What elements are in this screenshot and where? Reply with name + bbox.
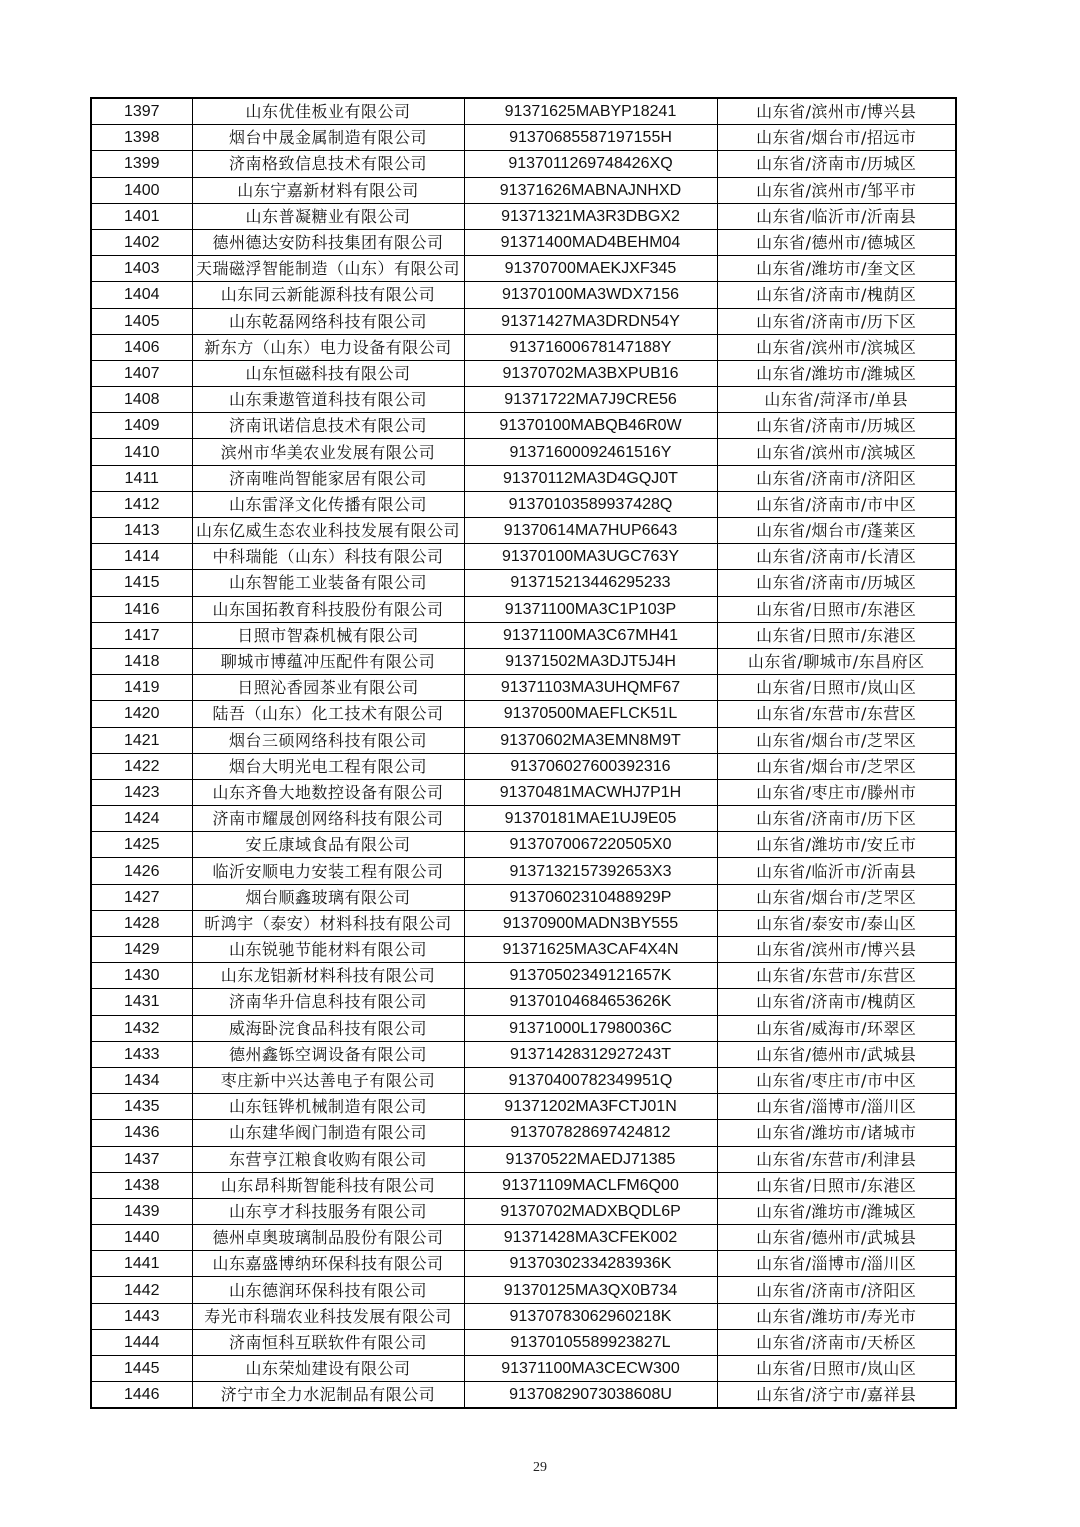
credit-code-cell: 91370103589937428Q [464,491,717,517]
row-number-cell: 1432 [91,1015,192,1041]
credit-code-cell: 91370502349121657K [464,963,717,989]
row-number-cell: 1422 [91,753,192,779]
company-name-cell: 安丘康域食品有限公司 [192,832,464,858]
table-row [91,1172,956,1198]
row-number-cell: 1439 [91,1198,192,1224]
company-name-cell: 山东昂科斯智能科技有限公司 [192,1172,464,1198]
row-number-cell: 1407 [91,360,192,386]
row-number-cell: 1436 [91,1120,192,1146]
company-name-cell: 山东国拓教育科技股份有限公司 [192,596,464,622]
company-name-cell: 山东同云新能源科技有限公司 [192,282,464,308]
region-cell: 山东省/济南市/历城区 [717,413,956,439]
credit-code-cell: 91370900MADN3BY555 [464,910,717,936]
region-cell: 山东省/聊城市/东昌府区 [717,648,956,674]
region-cell: 山东省/临沂市/沂南县 [717,203,956,229]
credit-code-cell: 91371109MACLFM6Q00 [464,1172,717,1198]
credit-code-cell: 91370302334283936K [464,1251,717,1277]
credit-code-cell: 91370400782349951Q [464,1067,717,1093]
row-number-cell: 1411 [91,465,192,491]
table-row [91,360,956,386]
row-number-cell: 1446 [91,1382,192,1409]
region-cell: 山东省/济南市/历下区 [717,806,956,832]
row-number-cell: 1400 [91,177,192,203]
company-name-cell: 山东齐鲁大地数控设备有限公司 [192,779,464,805]
credit-code-cell: 91370100MA3UGC763Y [464,544,717,570]
row-number-cell: 1435 [91,1094,192,1120]
company-name-cell: 昕鸿宇（泰安）材料科技有限公司 [192,910,464,936]
row-number-cell: 1408 [91,387,192,413]
table-row [91,98,956,125]
company-name-cell: 山东嘉盛博纳环保科技有限公司 [192,1251,464,1277]
table-row [91,387,956,413]
table-row [91,779,956,805]
table-row [91,256,956,282]
table-row [91,963,956,989]
table-row [91,648,956,674]
region-cell: 山东省/济南市/市中区 [717,491,956,517]
region-cell: 山东省/德州市/武城县 [717,1225,956,1251]
row-number-cell: 1410 [91,439,192,465]
row-number-cell: 1414 [91,544,192,570]
region-cell: 山东省/菏泽市/单县 [717,387,956,413]
credit-code-cell: 91371100MA3C67MH41 [464,622,717,648]
company-name-cell: 威海卧浣食品科技有限公司 [192,1015,464,1041]
credit-code-cell: 91370104684653626K [464,989,717,1015]
row-number-cell: 1399 [91,151,192,177]
credit-code-cell: 91371427MA3DRDN54Y [464,308,717,334]
company-name-cell: 济南华升信息科技有限公司 [192,989,464,1015]
row-number-cell: 1424 [91,806,192,832]
company-name-cell: 济南格致信息技术有限公司 [192,151,464,177]
credit-code-cell: 91371428312927243T [464,1041,717,1067]
region-cell: 山东省/滨州市/博兴县 [717,98,956,125]
region-cell: 山东省/烟台市/蓬莱区 [717,518,956,544]
company-name-cell: 山东荣灿建设有限公司 [192,1356,464,1382]
region-cell: 山东省/滨州市/博兴县 [717,937,956,963]
table-row [91,1303,956,1329]
company-name-cell: 山东宁嘉新材料有限公司 [192,177,464,203]
region-cell: 山东省/济南市/槐荫区 [717,282,956,308]
table-row [91,1120,956,1146]
table-row [91,727,956,753]
region-cell: 山东省/烟台市/芝罘区 [717,884,956,910]
credit-code-cell: 91370614MA7HUP6643 [464,518,717,544]
row-number-cell: 1405 [91,308,192,334]
credit-code-cell: 913707828697424812 [464,1120,717,1146]
table-body [91,98,956,1408]
row-number-cell: 1428 [91,910,192,936]
region-cell: 山东省/枣庄市/市中区 [717,1067,956,1093]
table-row [91,753,956,779]
company-name-cell: 滨州市华美农业发展有限公司 [192,439,464,465]
credit-code-cell: 91370481MACWHJ7P1H [464,779,717,805]
table-row [91,1094,956,1120]
credit-code-cell: 91370602310488929P [464,884,717,910]
table-row [91,675,956,701]
row-number-cell: 1438 [91,1172,192,1198]
credit-code-cell: 91371502MA3DJT5J4H [464,648,717,674]
region-cell: 山东省/临沂市/沂南县 [717,858,956,884]
company-name-cell: 烟台顺鑫玻璃有限公司 [192,884,464,910]
credit-code-cell: 91371100MA3CECW300 [464,1356,717,1382]
row-number-cell: 1445 [91,1356,192,1382]
credit-code-cell: 91371600678147188Y [464,334,717,360]
table-row [91,622,956,648]
region-cell: 山东省/日照市/岚山区 [717,1356,956,1382]
table-row [91,177,956,203]
company-name-cell: 烟台中晟金属制造有限公司 [192,125,464,151]
credit-code-cell: 913706027600392316 [464,753,717,779]
row-number-cell: 1431 [91,989,192,1015]
table-row [91,1146,956,1172]
region-cell: 山东省/潍坊市/安丘市 [717,832,956,858]
credit-code-cell: 91370112MA3D4GQJ0T [464,465,717,491]
company-name-cell: 济南讯诺信息技术有限公司 [192,413,464,439]
row-number-cell: 1443 [91,1303,192,1329]
region-cell: 山东省/日照市/东港区 [717,596,956,622]
company-name-cell: 天瑞磁浮智能制造（山东）有限公司 [192,256,464,282]
table-row [91,151,956,177]
table-row [91,832,956,858]
table-row [91,308,956,334]
credit-code-cell: 91371103MA3UHQMF67 [464,675,717,701]
row-number-cell: 1437 [91,1146,192,1172]
region-cell: 山东省/滨州市/滨城区 [717,439,956,465]
table-row [91,989,956,1015]
row-number-cell: 1425 [91,832,192,858]
table-row [91,125,956,151]
credit-code-cell: 91371626MABNAJNHXD [464,177,717,203]
region-cell: 山东省/潍坊市/诸城市 [717,1120,956,1146]
region-cell: 山东省/潍坊市/寿光市 [717,1303,956,1329]
company-name-cell: 中科瑞能（山东）科技有限公司 [192,544,464,570]
enterprise-list-table [90,97,957,1409]
table-row [91,1015,956,1041]
table-row [91,1382,956,1409]
row-number-cell: 1430 [91,963,192,989]
row-number-cell: 1429 [91,937,192,963]
region-cell: 山东省/济南市/槐荫区 [717,989,956,1015]
table-row [91,701,956,727]
credit-code-cell: 91370522MAEDJ71385 [464,1146,717,1172]
company-name-cell: 山东龙铝新材料科技有限公司 [192,963,464,989]
row-number-cell: 1441 [91,1251,192,1277]
credit-code-cell: 91370500MAEFLCK51L [464,701,717,727]
table-row [91,858,956,884]
credit-code-cell: 91370105589923827L [464,1329,717,1355]
table-row [91,203,956,229]
company-name-cell: 陆吾（山东）化工技术有限公司 [192,701,464,727]
company-name-cell: 山东恒磁科技有限公司 [192,360,464,386]
table-row [91,1067,956,1093]
company-name-cell: 山东雷泽文化传播有限公司 [192,491,464,517]
region-cell: 山东省/济南市/历下区 [717,308,956,334]
region-cell: 山东省/济南市/济阳区 [717,465,956,491]
company-name-cell: 山东乾磊网络科技有限公司 [192,308,464,334]
company-name-cell: 济宁市全力水泥制品有限公司 [192,1382,464,1409]
row-number-cell: 1442 [91,1277,192,1303]
company-name-cell: 德州德达安防科技集团有限公司 [192,229,464,255]
row-number-cell: 1416 [91,596,192,622]
row-number-cell: 1421 [91,727,192,753]
credit-code-cell: 91370685587197155H [464,125,717,151]
credit-code-cell: 91371600092461516Y [464,439,717,465]
region-cell: 山东省/东营市/东营区 [717,701,956,727]
region-cell: 山东省/日照市/岚山区 [717,675,956,701]
region-cell: 山东省/东营市/东营区 [717,963,956,989]
region-cell: 山东省/德州市/德城区 [717,229,956,255]
company-name-cell: 山东德润环保科技有限公司 [192,1277,464,1303]
row-number-cell: 1398 [91,125,192,151]
region-cell: 山东省/淄博市/淄川区 [717,1251,956,1277]
region-cell: 山东省/烟台市/招远市 [717,125,956,151]
company-name-cell: 山东亿威生态农业科技发展有限公司 [192,518,464,544]
table-row [91,491,956,517]
credit-code-cell: 91371202MA3FCTJ01N [464,1094,717,1120]
table-row [91,937,956,963]
row-number-cell: 1419 [91,675,192,701]
company-name-cell: 烟台大明光电工程有限公司 [192,753,464,779]
row-number-cell: 1433 [91,1041,192,1067]
company-name-cell: 烟台三硕网络科技有限公司 [192,727,464,753]
credit-code-cell: 91370602MA3EMN8M9T [464,727,717,753]
region-cell: 山东省/滨州市/邹平市 [717,177,956,203]
credit-code-cell: 9137011269748426XQ [464,151,717,177]
credit-code-cell: 91370181MAE1UJ9E05 [464,806,717,832]
table-row [91,570,956,596]
company-name-cell: 山东锐驰节能材料有限公司 [192,937,464,963]
company-name-cell: 新东方（山东）电力设备有限公司 [192,334,464,360]
company-name-cell: 寿光市科瑞农业科技发展有限公司 [192,1303,464,1329]
row-number-cell: 1440 [91,1225,192,1251]
region-cell: 山东省/潍坊市/潍城区 [717,360,956,386]
region-cell: 山东省/烟台市/芝罘区 [717,753,956,779]
credit-code-cell: 91370100MA3WDX7156 [464,282,717,308]
company-name-cell: 山东普凝糖业有限公司 [192,203,464,229]
row-number-cell: 1423 [91,779,192,805]
credit-code-cell: 91371722MA7J9CRE56 [464,387,717,413]
row-number-cell: 1406 [91,334,192,360]
table-row [91,229,956,255]
credit-code-cell: 91371625MA3CAF4X4N [464,937,717,963]
credit-code-cell: 91370702MA3BXPUB16 [464,360,717,386]
row-number-cell: 1415 [91,570,192,596]
table-row [91,806,956,832]
table-row [91,1356,956,1382]
company-name-cell: 山东亨才科技服务有限公司 [192,1198,464,1224]
table-row [91,1277,956,1303]
row-number-cell: 1417 [91,622,192,648]
row-number-cell: 1409 [91,413,192,439]
credit-code-cell: 91371321MA3R3DBGX2 [464,203,717,229]
table-row [91,518,956,544]
credit-code-cell: 91370702MADXBQDL6P [464,1198,717,1224]
table-row [91,413,956,439]
company-name-cell: 山东优佳板业有限公司 [192,98,464,125]
region-cell: 山东省/枣庄市/滕州市 [717,779,956,805]
credit-code-cell: 91371428MA3CFEK002 [464,1225,717,1251]
table-row [91,910,956,936]
credit-code-cell: 91371000L17980036C [464,1015,717,1041]
row-number-cell: 1420 [91,701,192,727]
credit-code-cell: 91370829073038608U [464,1382,717,1409]
table-row [91,1198,956,1224]
company-name-cell: 东营亨江粮食收购有限公司 [192,1146,464,1172]
row-number-cell: 1402 [91,229,192,255]
company-name-cell: 济南唯尚智能家居有限公司 [192,465,464,491]
table-row [91,465,956,491]
row-number-cell: 1401 [91,203,192,229]
region-cell: 山东省/潍坊市/奎文区 [717,256,956,282]
region-cell: 山东省/德州市/武城县 [717,1041,956,1067]
region-cell: 山东省/济南市/济阳区 [717,1277,956,1303]
credit-code-cell: 91370783062960218K [464,1303,717,1329]
table-row [91,1329,956,1355]
table-row [91,1225,956,1251]
region-cell: 山东省/淄博市/淄川区 [717,1094,956,1120]
region-cell: 山东省/东营市/利津县 [717,1146,956,1172]
region-cell: 山东省/潍坊市/潍城区 [717,1198,956,1224]
company-name-cell: 山东钰铧机械制造有限公司 [192,1094,464,1120]
region-cell: 山东省/威海市/环翠区 [717,1015,956,1041]
company-name-cell: 枣庄新中兴达善电子有限公司 [192,1067,464,1093]
region-cell: 山东省/济南市/长清区 [717,544,956,570]
row-number-cell: 1444 [91,1329,192,1355]
table-row [91,439,956,465]
credit-code-cell: 913715213446295233 [464,570,717,596]
credit-code-cell: 91371100MA3C1P103P [464,596,717,622]
company-name-cell: 日照沁香园茶业有限公司 [192,675,464,701]
region-cell: 山东省/泰安市/泰山区 [717,910,956,936]
credit-code-cell: 91371625MABYP18241 [464,98,717,125]
row-number-cell: 1418 [91,648,192,674]
table-row [91,1251,956,1277]
credit-code-cell: 91371400MAD4BEHM04 [464,229,717,255]
region-cell: 山东省/烟台市/芝罘区 [717,727,956,753]
company-name-cell: 日照市智森机械有限公司 [192,622,464,648]
table-row [91,334,956,360]
region-cell: 山东省/日照市/东港区 [717,622,956,648]
credit-code-cell: 9137132157392653X3 [464,858,717,884]
row-number-cell: 1403 [91,256,192,282]
company-name-cell: 济南恒科互联软件有限公司 [192,1329,464,1355]
company-name-cell: 山东秉遨管道科技有限公司 [192,387,464,413]
row-number-cell: 1427 [91,884,192,910]
row-number-cell: 1434 [91,1067,192,1093]
table-row [91,884,956,910]
row-number-cell: 1397 [91,98,192,125]
region-cell: 山东省/济南市/历城区 [717,151,956,177]
row-number-cell: 1412 [91,491,192,517]
company-name-cell: 德州鑫铄空调设备有限公司 [192,1041,464,1067]
company-name-cell: 临沂安顺电力安装工程有限公司 [192,858,464,884]
region-cell: 山东省/滨州市/滨城区 [717,334,956,360]
credit-code-cell: 91370700MAEKJXF345 [464,256,717,282]
row-number-cell: 1404 [91,282,192,308]
company-name-cell: 山东建华阀门制造有限公司 [192,1120,464,1146]
credit-code-cell: 91370125MA3QX0B734 [464,1277,717,1303]
company-name-cell: 德州卓奥玻璃制品股份有限公司 [192,1225,464,1251]
table-row [91,1041,956,1067]
region-cell: 山东省/济宁市/嘉祥县 [717,1382,956,1409]
credit-code-cell: 91370100MABQB46R0W [464,413,717,439]
table-row [91,282,956,308]
credit-code-cell: 9137070067220505X0 [464,832,717,858]
page-number: 29 [533,1460,547,1475]
table-row [91,544,956,570]
table-row [91,596,956,622]
row-number-cell: 1426 [91,858,192,884]
company-name-cell: 济南市耀晟创网络科技有限公司 [192,806,464,832]
company-name-cell: 聊城市博蕴冲压配件有限公司 [192,648,464,674]
row-number-cell: 1413 [91,518,192,544]
region-cell: 山东省/日照市/东港区 [717,1172,956,1198]
region-cell: 山东省/济南市/历城区 [717,570,956,596]
company-name-cell: 山东智能工业装备有限公司 [192,570,464,596]
region-cell: 山东省/济南市/天桥区 [717,1329,956,1355]
